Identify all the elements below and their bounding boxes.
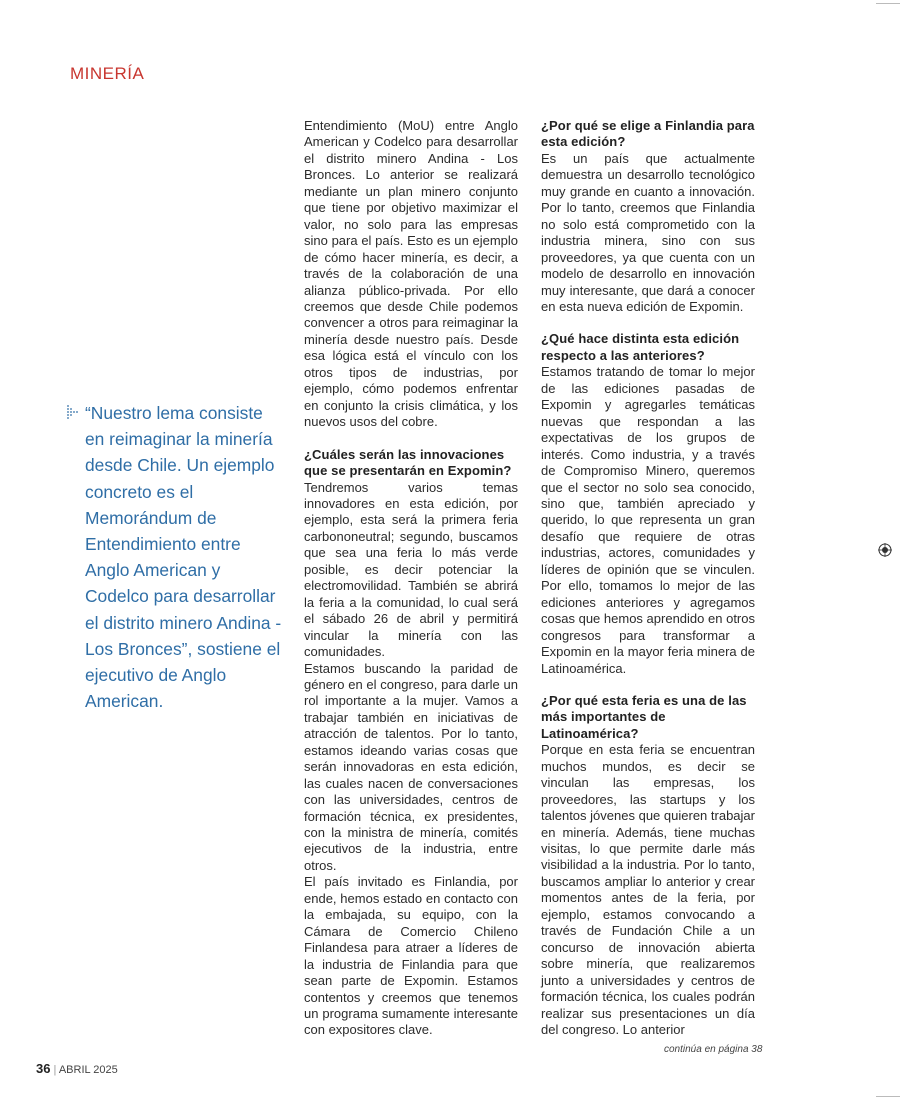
registration-mark-icon [878, 543, 892, 557]
paragraph: Estamos tratando de tomar lo mejor de las ediciones pasadas de Expomin y agregarles temáticas nuevas que respondan a las expectativas de los grupos de interés. Como industria, y a través de Compromiso Minero, queremos que el sector no solo sea conocido, sino que, también apreciado y querido, lo que representa un gran desafío que requiere de otras industrias, actores, comunidades y líderes de opinión que se vinculen. Por ello, tomamos lo mejor de las ediciones anteriores y agregamos cosas que hemos aprendido en otros congresos para transformar a Expomin en la mayor feria minera de Latinoamérica. [541, 364, 755, 676]
paragraph: Tendremos varios temas innovadores en esta edición, por ejemplo, esta será la primera feria carbononeutral; segundo, buscamos que sea una feria lo más verde posible, es decir potenciar la electromovilidad. También se abrirá la feria a la comunidad, lo cual será el sábado 26 de abril y permitirá vincular la minería con las comunidades. [304, 479, 518, 660]
paragraph: Es un país que actualmente demuestra un desarrollo tecnológico muy grande en cuanto a innovación. Por lo tanto, creemos que Finlandia no solo está comprometido con la industria minera, sino con sus proveedores, ya que cuenta con un modelo de desarrollo en innovación muy interesante, que dará a conocer en esta nueva edición de Expomin. [541, 150, 755, 314]
page-number: 36 [36, 1061, 51, 1076]
paragraph: Estamos buscando la paridad de género en el congreso, para darle un rol importante a la mujer. Vamos a trabajar también en iniciativas de atracción de talentos. Por lo tanto, estamos ideando varias cosas que serán innovadoras en esta edición, las cuales nacen de conversaciones con las universidades, centros de formación técnica, ex presidentes, con la ministra de minería, comités ejecutivos de la industria, entre otros. [304, 660, 518, 873]
continued-note: continúa en página 38 [664, 1044, 763, 1055]
question-heading: ¿Por qué se elige a Finlandia para esta edición? [541, 118, 755, 150]
issue-date: ABRIL 2025 [58, 1064, 118, 1076]
paragraph: Entendimiento (MoU) entre Anglo American y Codelco para desarrollar el distrito minero Andina - Los Bronces. Lo anterior se realizará mediante un plan minero conjunto que tiene por objetivo maximizar el valor, no solo para las empresas sino para el país. Esto es un ejemplo de cómo hacer minería, es decir, a través de la colaboración de una alianza público-privada. Por ello creemos que desde Chile podemos convencer a otros para reimaginar la minería desde nuestro país. Desde esa lógica está el vínculo con los otros tipos de industrias, por ejemplo, cómo podemos enfrentar en conjunto la crisis climática, y los nuevos usos del cobre. [304, 118, 518, 430]
footer-separator: | [53, 1064, 57, 1076]
page-footer [36, 1061, 118, 1076]
section-title: MINERÍA [70, 64, 145, 83]
crop-mark [876, 3, 900, 4]
quote-dots-icon [67, 405, 79, 419]
crop-mark [876, 1096, 900, 1097]
pull-quote: “Nuestro lema consiste en reimaginar la minería desde Chile. Un ejemplo concreto es el Memorándum de Entendimiento entre Anglo American y Codelco para desarrollar el distrito minero Andina - Los Bronces”, sostiene el ejecutivo de Anglo American. [85, 403, 282, 712]
article-column-2 [541, 118, 755, 1038]
question-heading: ¿Cuáles serán las innovaciones que se presentarán en Expomin? [304, 446, 512, 479]
question-heading: ¿Por qué esta feria es una de las más importantes de Latinoamérica? [541, 692, 747, 741]
question-heading: ¿Qué hace distinta esta edición respecto a las anteriores? [541, 331, 740, 363]
paragraph: El país invitado es Finlandia, por ende, hemos estado en contacto con la embajada, su equipo, con la Cámara de Comercio Chileno Finlandesa para atraer a líderes de la industria de Finlandia para que sean parte de Expomin. Estamos contentos y creemos que tenemos un programa sumamente interesante con expositores clave. [304, 874, 518, 1038]
paragraph: Porque en esta feria se encuentran muchos mundos, es decir se vinculan las empresas, los proveedores, las startups y los talentos jóvenes que quieren trabajar en minería. Además, tiene muchas visitas, lo que permite darle más visibilidad a la industria. Por lo tanto, buscamos ampliar lo anterior y crear momentos antes de la feria, por ejemplo, estamos convocando a través de Fundación Chile a un concurso de innovación abierta sobre minería, que realizaremos junto a universidades y centros de formación técnica, los cuales podrán realizar sus presentaciones un día del congreso. Lo anterior [541, 742, 755, 1038]
article-column-1 [304, 118, 518, 1039]
